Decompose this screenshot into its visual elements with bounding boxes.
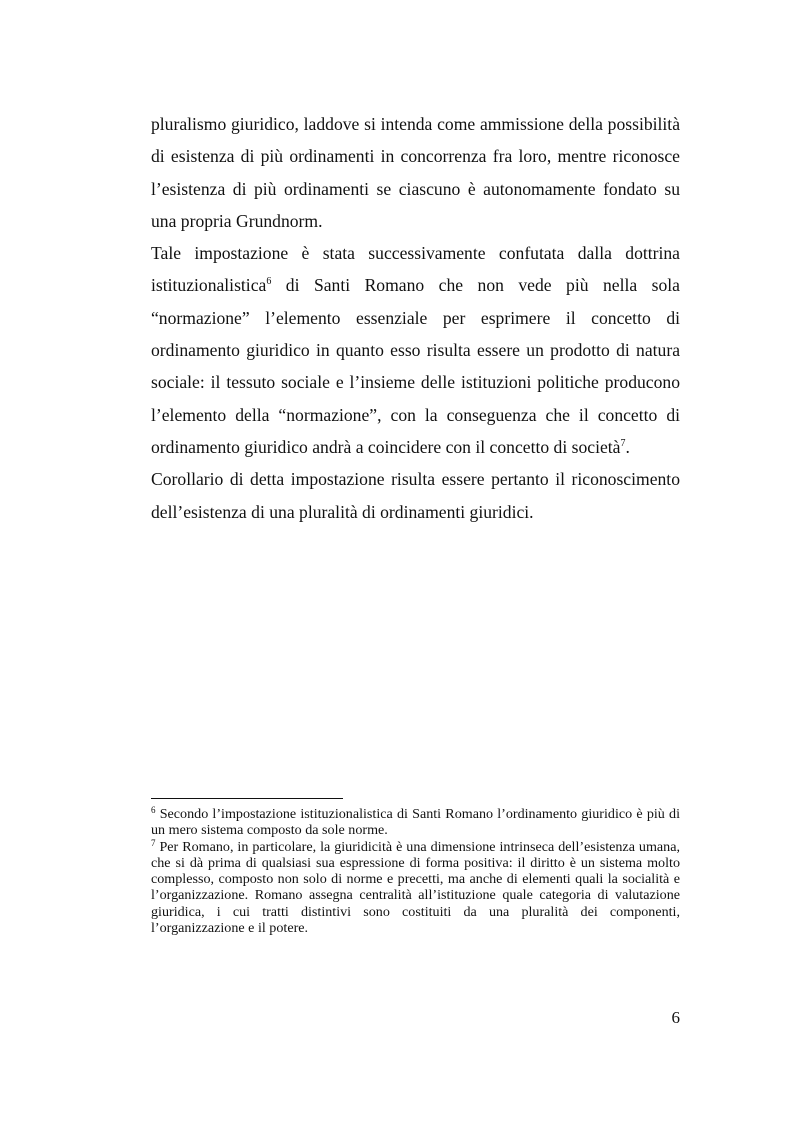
paragraph-3: Corollario di detta impostazione risulta essere pertanto il riconoscimento dell’esistenza di una pluralità di ordinamenti giuridici. — [151, 469, 680, 522]
footnote-7 — [151, 839, 680, 937]
paragraph-2-text-a: Tale impostazione è stata successivamente confutata dalla dottrina istituzionalistica — [151, 243, 680, 296]
footnote-separator — [151, 798, 343, 799]
paragraph-2-text-b: di Santi Romano che non vede più nella sola “normazione” l’elemento essenziale per esprimere il concetto di ordinamento giuridico in quanto esso risulta essere un prodotto di natura sociale: il tessuto sociale e l’insieme delle istituzioni politiche producono l’elemento della “normazione”, con la conseguenza che il concetto di ordinamento giuridico andrà a coincidere con il concetto di società — [151, 275, 680, 457]
footnotes — [151, 806, 680, 936]
footnote-7-number: 7 — [151, 837, 156, 848]
footnote-ref-6[interactable]: 6 — [266, 276, 272, 288]
footnote-7-text: Per Romano, in particolare, la giuridicità è una dimensione intrinseca dell’esistenza umana, che si dà prima di qualsiasi sua espressione di forma positiva: il diritto è un sistema molto complesso, composto non solo di norme e precetti, ma anche di elementi quali la socialità e l’organizzazione. Romano assegna centralità all’istituzione quale categoria di valutazione giuridica, i cui tratti distintivi sono costituiti da una pluralità dei componenti, l’organizzazione e il potere. — [151, 838, 680, 937]
page-number: 6 — [671, 1008, 680, 1027]
body-text — [151, 108, 680, 528]
footnote-6 — [151, 806, 680, 839]
paragraph-2 — [151, 237, 680, 463]
footnote-6-text: Secondo l’impostazione istituzionalistica di Santi Romano l’ordinamento giuridico è più di un mero sistema composto da sole norme. — [151, 806, 680, 839]
paragraph-1: pluralismo giuridico, laddove si intenda come ammissione della possibilità di esistenza di più ordinamenti in concorrenza fra loro, mentre riconosce l’esistenza di più ordinamenti se ciascuno è autonomamente fondato su una propria Grundnorm. — [151, 114, 680, 231]
paragraph-2-text-c: . — [625, 436, 630, 457]
footnote-6-number: 6 — [151, 805, 156, 815]
footnote-ref-7[interactable]: 7 — [620, 437, 626, 449]
